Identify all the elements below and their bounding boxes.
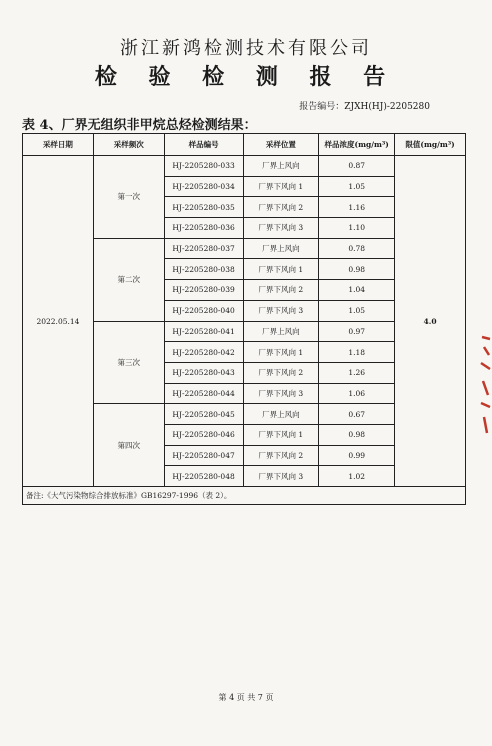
table-header-row	[23, 134, 466, 156]
page-footer: 第 4 页 共 7 页	[218, 693, 274, 702]
concentration-cell: 1.18	[319, 342, 395, 363]
location-cell: 厂界下风向 3	[243, 383, 319, 404]
limit-cell: 4.0	[395, 156, 466, 487]
location-cell: 厂界下风向 1	[243, 424, 319, 445]
concentration-cell: 0.78	[319, 238, 395, 259]
stamp-ink	[481, 337, 490, 433]
sample-id-cell: HJ-2205280-045	[164, 404, 243, 425]
sample-id-cell: HJ-2205280-044	[164, 383, 243, 404]
sample-id-cell: HJ-2205280-047	[164, 445, 243, 466]
location-cell: 厂界下风向 2	[243, 280, 319, 301]
sample-id-cell: HJ-2205280-046	[164, 424, 243, 445]
concentration-cell: 0.97	[319, 321, 395, 342]
column-header: 采样日期	[23, 134, 94, 156]
table-body	[23, 156, 466, 487]
location-cell: 厂界上风向	[243, 156, 319, 177]
sample-id-cell: HJ-2205280-036	[164, 218, 243, 239]
concentration-cell: 0.67	[319, 404, 395, 425]
location-cell: 厂界下风向 2	[243, 445, 319, 466]
concentration-cell: 1.16	[319, 197, 395, 218]
concentration-cell: 1.05	[319, 176, 395, 197]
red-seal-stamp	[478, 333, 492, 441]
sample-id-cell: HJ-2205280-033	[164, 156, 243, 177]
concentration-cell: 1.10	[319, 218, 395, 239]
location-cell: 厂界下风向 2	[243, 197, 319, 218]
location-cell: 厂界下风向 1	[243, 176, 319, 197]
note: 备注:《大气污染物综合排放标准》GB16297-1996（表 2）。	[23, 487, 466, 505]
location-cell: 厂界上风向	[243, 238, 319, 259]
sampling-date-cell: 2022.05.14	[23, 156, 94, 487]
column-header: 限值(mg/m³)	[395, 134, 466, 156]
concentration-cell: 1.26	[319, 362, 395, 383]
results-table	[22, 133, 466, 505]
sample-id-cell: HJ-2205280-037	[164, 238, 243, 259]
round-cell: 第四次	[93, 404, 164, 487]
sample-id-cell: HJ-2205280-042	[164, 342, 243, 363]
location-cell: 厂界下风向 1	[243, 342, 319, 363]
column-header: 采样频次	[93, 134, 164, 156]
sample-id-cell: HJ-2205280-040	[164, 300, 243, 321]
column-header: 样品编号	[164, 134, 243, 156]
location-cell: 厂界下风向 3	[243, 300, 319, 321]
company-name: 浙江新鸿检测技术有限公司	[120, 38, 372, 59]
concentration-cell: 1.05	[319, 300, 395, 321]
sample-id-cell: HJ-2205280-043	[164, 362, 243, 383]
sample-id-cell: HJ-2205280-048	[164, 466, 243, 487]
concentration-cell: 1.04	[319, 280, 395, 301]
location-cell: 厂界上风向	[243, 404, 319, 425]
concentration-cell: 0.99	[319, 445, 395, 466]
concentration-cell: 0.98	[319, 424, 395, 445]
sample-id-cell: HJ-2205280-039	[164, 280, 243, 301]
location-cell: 厂界下风向 1	[243, 259, 319, 280]
column-header: 样品浓度(mg/m³)	[319, 134, 395, 156]
location-cell: 厂界下风向 3	[243, 218, 319, 239]
round-cell: 第一次	[93, 156, 164, 239]
round-cell: 第三次	[93, 321, 164, 404]
sample-id-cell: HJ-2205280-034	[164, 176, 243, 197]
concentration-cell: 1.02	[319, 466, 395, 487]
report-title: 检 验 检 测 报 告	[94, 64, 398, 90]
location-cell: 厂界上风向	[243, 321, 319, 342]
note-row	[23, 487, 466, 505]
column-header: 采样位置	[243, 134, 319, 156]
location-cell: 厂界下风向 2	[243, 362, 319, 383]
sample-id-cell: HJ-2205280-035	[164, 197, 243, 218]
round-cell: 第二次	[93, 238, 164, 321]
sample-id-cell: HJ-2205280-041	[164, 321, 243, 342]
concentration-cell: 0.87	[319, 156, 395, 177]
concentration-cell: 1.06	[319, 383, 395, 404]
table-row	[23, 156, 466, 177]
concentration-cell: 0.98	[319, 259, 395, 280]
location-cell: 厂界下风向 3	[243, 466, 319, 487]
report-number: 报告编号：ZJXH(HJ)-2205280	[299, 102, 430, 112]
sample-id-cell: HJ-2205280-038	[164, 259, 243, 280]
table-title: 表 4、厂界无组织非甲烷总烃检测结果：	[22, 118, 257, 133]
